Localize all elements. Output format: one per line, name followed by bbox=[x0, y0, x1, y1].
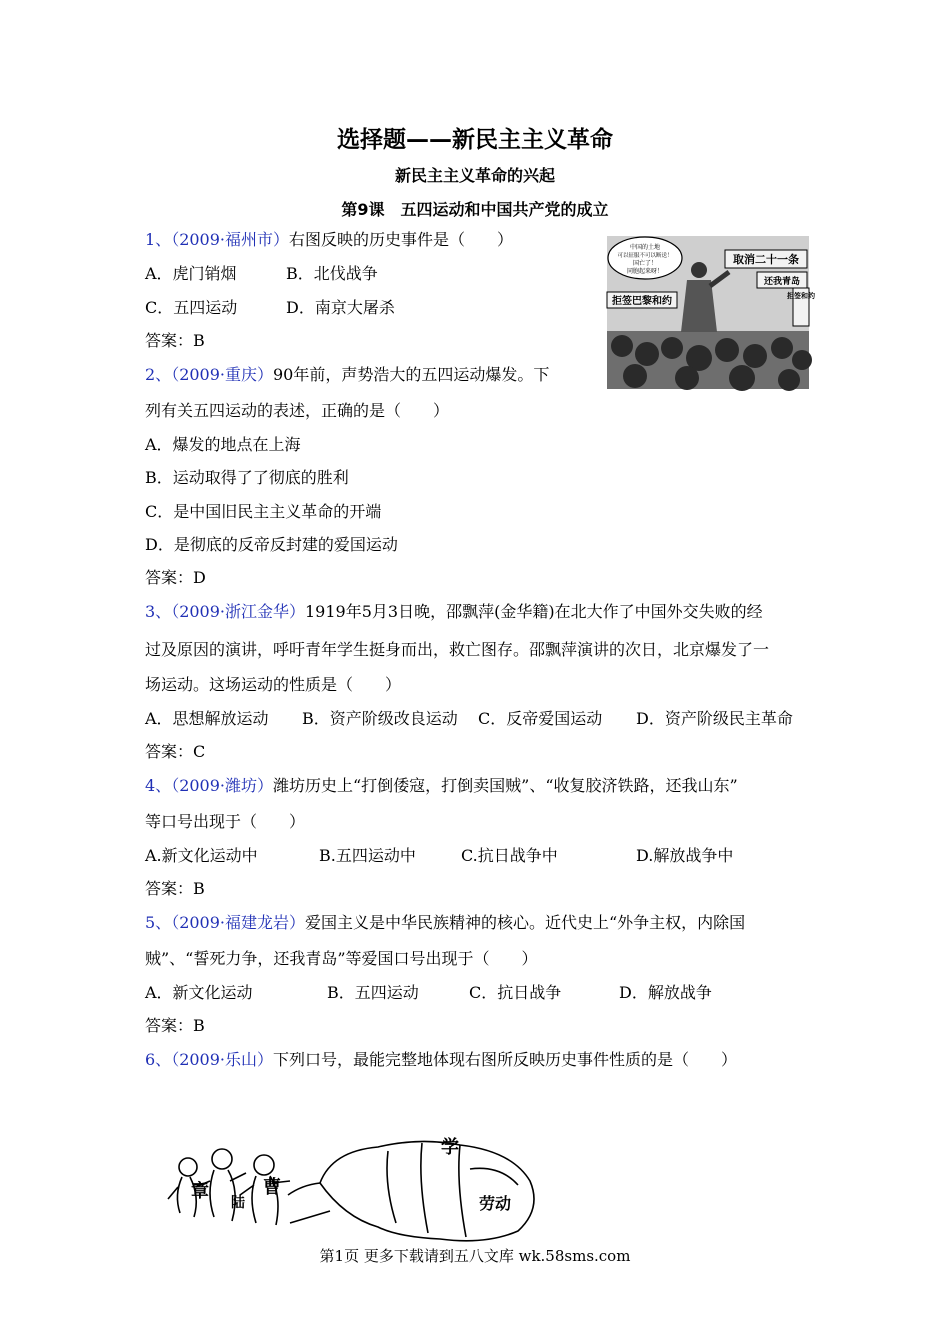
question-number: 6、 bbox=[145, 1050, 172, 1069]
fist-cartoon-illustration bbox=[170, 1125, 560, 1245]
bubble-line-2: 可以征服不可以断送！ bbox=[617, 253, 673, 259]
option-c: C．抗日战争 bbox=[469, 983, 562, 1002]
option-b: B．运动取得了了彻底的胜利 bbox=[145, 468, 349, 487]
question-5-stem-2: 贼”、“誓死力争，还我青岛”等爱国口号出现于（ ） bbox=[145, 949, 538, 968]
option-a: A．虎门销烟 bbox=[145, 264, 237, 283]
banner-4: 拒签和约 bbox=[787, 292, 815, 300]
label-laodong: 劳动 bbox=[478, 1194, 512, 1213]
page-footer: 第1页 更多下载请到五八文库 wk.58sms.com bbox=[319, 1247, 631, 1265]
question-2-stem-1 bbox=[145, 364, 549, 386]
lesson-title: 第9课 五四运动和中国共产党的成立 bbox=[341, 200, 609, 219]
question-2-answer: 答案：D bbox=[145, 568, 206, 587]
question-1-options-row2 bbox=[145, 297, 395, 319]
question-number: 3、 bbox=[145, 602, 172, 621]
question-1-options-row1 bbox=[145, 263, 378, 285]
option-c: C．反帝爱国运动 bbox=[478, 709, 603, 728]
label-cao: 曹 bbox=[263, 1177, 281, 1198]
option-b: B．资产阶级改良运动 bbox=[302, 709, 458, 728]
option-c: C．是中国旧民主主义革命的开端 bbox=[145, 502, 382, 521]
question-text: 爱国主义是中华民族精神的核心。近代史上“外争主权，内除国 bbox=[305, 913, 746, 932]
banner-2: 还我青岛 bbox=[763, 277, 801, 287]
question-6-stem bbox=[145, 1049, 737, 1071]
question-source: （2009·浙江金华） bbox=[171, 602, 305, 621]
question-5-answer: 答案：B bbox=[145, 1016, 205, 1035]
label-lu: 陆 bbox=[231, 1195, 245, 1211]
question-3-stem-2: 过及原因的演讲，呼吁青年学生挺身而出，救亡图存。邵飘萍演讲的次日，北京爆发了一 bbox=[145, 640, 770, 659]
section-title: 新民主主义革命的兴起 bbox=[394, 166, 555, 185]
question-text: 下列口号，最能完整地体现右图所反映历史事件性质的是（ ） bbox=[273, 1050, 738, 1069]
question-4-options bbox=[145, 845, 734, 867]
option-c: C．五四运动 bbox=[145, 298, 238, 317]
question-text: 90年前，声势浩大的五四运动爆发。下 bbox=[273, 365, 550, 384]
question-source: （2009·乐山） bbox=[171, 1050, 273, 1069]
question-4-stem-2: 等口号出现于（ ） bbox=[145, 812, 306, 831]
question-3-options bbox=[145, 708, 793, 730]
question-1-stem bbox=[145, 229, 513, 251]
option-d: D.解放战争中 bbox=[636, 846, 734, 865]
label-xue: 学 bbox=[441, 1137, 459, 1158]
option-b: B．五四运动 bbox=[327, 983, 419, 1002]
option-a: A．爆发的地点在上海 bbox=[145, 435, 301, 454]
bubble-line-4: 同胞起来呀！ bbox=[626, 268, 664, 275]
question-text: 1919年5月3日晚，邵飘萍(金华籍)在北大作了中国外交失败的经 bbox=[305, 602, 763, 621]
banner-3: 拒签巴黎和约 bbox=[612, 296, 672, 307]
question-number: 4、 bbox=[145, 776, 172, 795]
question-number: 5、 bbox=[145, 913, 172, 932]
question-source: （2009·潍坊） bbox=[171, 776, 273, 795]
bubble-line-1: 中国的土地 bbox=[629, 244, 661, 251]
option-a: A．思想解放运动 bbox=[145, 709, 269, 728]
option-b: B.五四运动中 bbox=[319, 846, 416, 865]
bubble-line-3: 国亡了！ bbox=[632, 260, 658, 267]
option-d: D．南京大屠杀 bbox=[286, 298, 395, 317]
question-source: （2009·重庆） bbox=[171, 365, 273, 384]
banner-1: 取消二十一条 bbox=[733, 253, 799, 266]
option-c: C.抗日战争中 bbox=[461, 846, 558, 865]
option-d: D．是彻底的反帝反封建的爱国运动 bbox=[145, 535, 398, 554]
option-a: A．新文化运动 bbox=[145, 983, 253, 1002]
question-source: （2009·福建龙岩） bbox=[171, 913, 305, 932]
question-3-stem-1 bbox=[145, 601, 763, 623]
question-number: 1、 bbox=[145, 230, 172, 249]
question-3-stem-3: 场运动。这场运动的性质是（ ） bbox=[145, 675, 402, 694]
option-b: B．北伐战争 bbox=[286, 264, 378, 283]
question-source: （2009·福州市） bbox=[171, 230, 289, 249]
question-text: 潍坊历史上“打倒倭寇，打倒卖国贼”、“收复胶济铁路，还我山东” bbox=[273, 776, 738, 795]
question-3-answer: 答案：C bbox=[145, 742, 206, 761]
option-a: A.新文化运动中 bbox=[145, 846, 258, 865]
may-fourth-protest-illustration bbox=[607, 236, 815, 389]
label-zhang: 章 bbox=[191, 1181, 209, 1202]
question-5-stem-1 bbox=[145, 912, 745, 934]
option-d: D．资产阶级民主革命 bbox=[636, 709, 793, 728]
question-text: 右图反映的历史事件是（ ） bbox=[289, 230, 514, 249]
question-number: 2、 bbox=[145, 365, 172, 384]
question-5-options bbox=[145, 982, 712, 1004]
question-4-stem-1 bbox=[145, 775, 738, 797]
question-4-answer: 答案：B bbox=[145, 879, 205, 898]
question-2-stem-2: 列有关五四运动的表述，正确的是（ ） bbox=[145, 401, 450, 420]
question-1-answer: 答案：B bbox=[145, 331, 205, 350]
option-d: D．解放战争 bbox=[619, 983, 712, 1002]
page-title: 选择题——新民主主义革命 bbox=[337, 127, 613, 153]
